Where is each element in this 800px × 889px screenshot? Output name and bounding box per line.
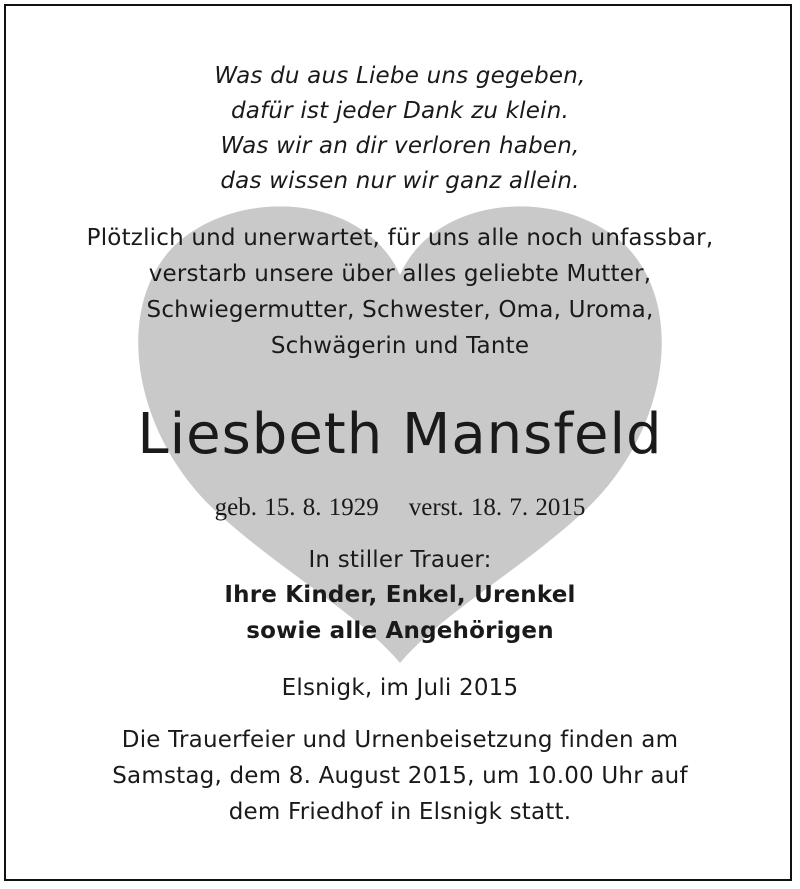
mourners-line-2: sowie alle Angehörigen <box>246 618 554 644</box>
announcement-line-2: verstarb unsere über alles geliebte Mutter, <box>148 261 652 287</box>
death-date: verst. 18. 7. 2015 <box>408 494 586 521</box>
place-date: Elsnigk, im Juli 2015 <box>281 675 519 701</box>
poem-line-2: dafür ist jeder Dank zu klein. <box>230 98 569 124</box>
mourners-line-1: Ihre Kinder, Enkel, Urenkel <box>224 582 576 608</box>
life-dates <box>0 494 800 522</box>
announcement-line-3: Schwiegermutter, Schwester, Oma, Uroma, <box>146 297 654 323</box>
deceased-name: Liesbeth Mansfeld <box>137 402 663 467</box>
announcement-line-4: Schwägerin und Tante <box>270 333 530 359</box>
poem-line-3: Was wir an dir verloren haben, <box>220 133 580 159</box>
birth-date: geb. 15. 8. 1929 <box>214 494 379 521</box>
poem-line-1: Was du aus Liebe uns gegeben, <box>214 63 586 89</box>
poem-line-4: das wissen nur wir ganz allein. <box>220 168 580 194</box>
funeral-info-line-1: Die Trauerfeier und Urnenbeisetzung finden am <box>121 727 679 753</box>
announcement-line-1: Plötzlich und unerwartet, für uns alle noch unfassbar, <box>86 225 714 251</box>
mourning-intro: In stiller Trauer: <box>308 547 492 573</box>
funeral-info-line-2: Samstag, dem 8. August 2015, um 10.00 Uhr auf <box>112 763 688 789</box>
funeral-info-line-3: dem Friedhof in Elsnigk statt. <box>228 799 572 825</box>
